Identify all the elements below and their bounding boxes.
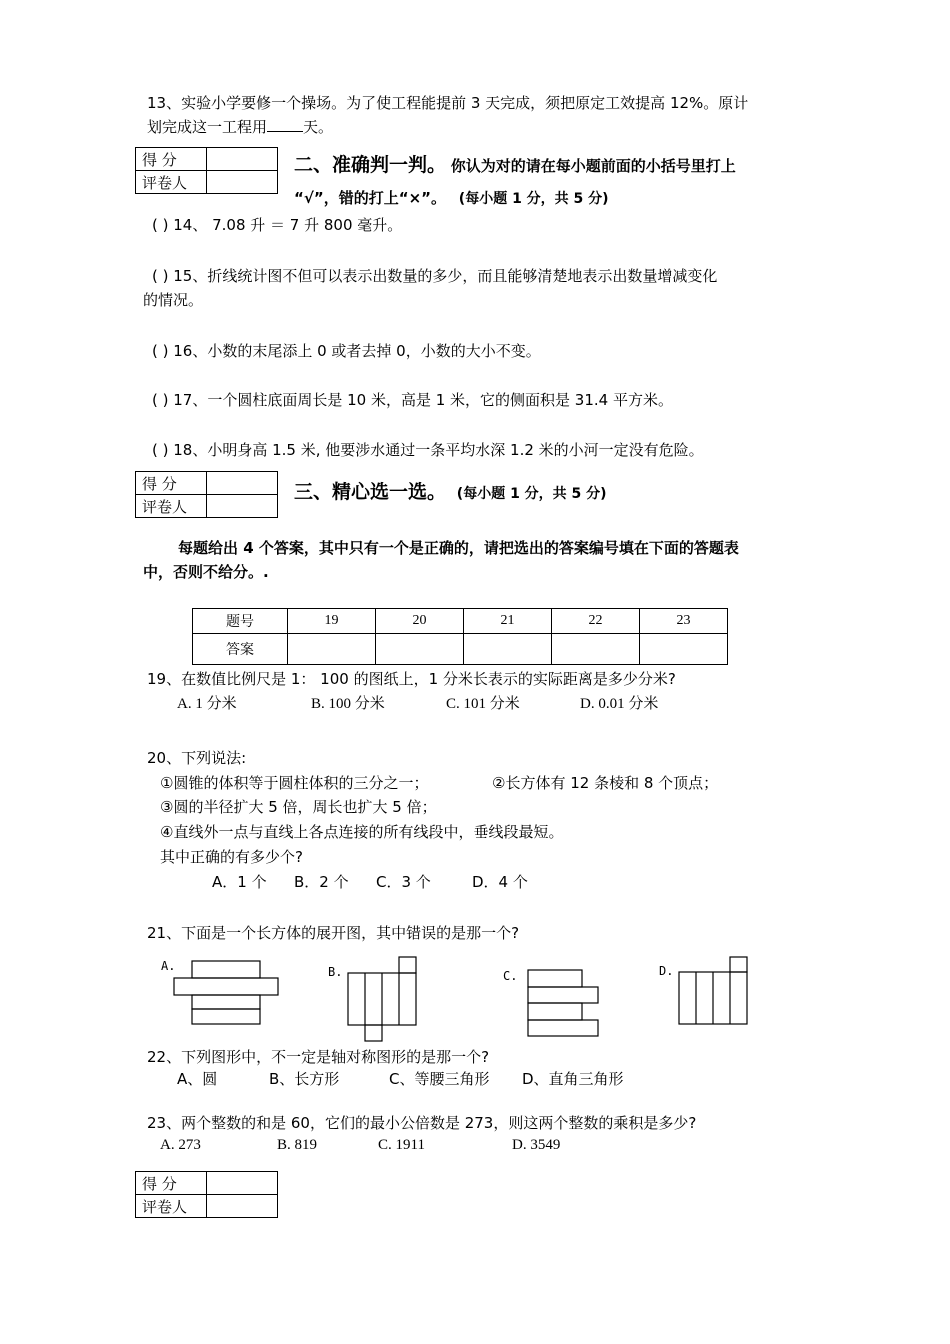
answer-table-number: 20 — [376, 609, 464, 634]
grader-label: 评卷人 — [136, 495, 207, 518]
q22-option-b: B、长方形 — [269, 1070, 340, 1088]
q20-option-b: B．2 个 — [294, 873, 349, 891]
q20-question: 其中正确的有多少个? — [160, 848, 303, 866]
grader-box[interactable] — [207, 1195, 278, 1218]
q20-option-a: A．1 个 — [212, 873, 267, 891]
net-face — [528, 970, 582, 987]
q19-option-b: B. 100 分米 — [311, 696, 385, 712]
section3-instruction2: 中，否则不给分。. — [143, 563, 269, 581]
q23-option-c: C. 1911 — [378, 1137, 425, 1153]
score-label: 得 分 — [136, 148, 207, 171]
judge-15: ( ) 15、折线统计图不但可以表示出数量的多少，而且能够清楚地表示出数量增减变化 — [152, 267, 718, 285]
section3-points: (每小题 1 分，共 5 分) — [456, 486, 607, 502]
net-d-label: D. — [659, 964, 674, 978]
net-face — [192, 961, 260, 978]
net-c — [503, 969, 598, 1036]
section2-instruction2: “√”，错的打上“×”。 — [294, 189, 447, 207]
answer-table-number: 21 — [464, 609, 552, 634]
score-table-3 — [135, 1171, 278, 1218]
judge-18: ( ) 18、小明身高 1.5 米, 他要涉水通过一条平均水深 1.2 米的小河一定没有危险。 — [152, 441, 704, 459]
net-face — [730, 957, 747, 972]
net-b-label: B. — [328, 965, 343, 979]
net-d — [659, 957, 747, 1024]
q19-option-c: C. 101 分米 — [446, 696, 520, 712]
answer-table-number: 19 — [288, 609, 376, 634]
answer-table-number: 23 — [640, 609, 728, 634]
grader-label: 评卷人 — [136, 1195, 207, 1218]
net-face — [365, 1025, 382, 1041]
section3-title: 三、精心选一选。 — [294, 481, 447, 503]
q20-option-d: D．4 个 — [472, 873, 528, 891]
q23-option-d: D. 3549 — [512, 1137, 561, 1153]
q20-statement-1: ①圆锥的体积等于圆柱体积的三分之一； — [160, 774, 429, 792]
answer-table-number-label: 题号 — [193, 609, 288, 634]
answer-table-answer-label: 答案 — [193, 634, 288, 665]
q22-stem: 22、下列图形中，不一定是轴对称图形的是那一个? — [147, 1048, 490, 1066]
net-b — [328, 957, 416, 1041]
judge-17: ( ) 17、一个圆柱底面周长是 10 米，高是 1 米，它的侧面积是 31.4 平方米。 — [152, 391, 673, 409]
q23-stem: 23、两个整数的和是 60，它们的最小公倍数是 273，则这两个整数的乘积是多少? — [147, 1114, 697, 1132]
net-face — [528, 987, 598, 1003]
judge-14: ( ) 14、 7.08 升 ＝ 7 升 800 毫升。 — [152, 216, 403, 234]
grader-label: 评卷人 — [136, 171, 207, 194]
q22-option-c: C、等腰三角形 — [389, 1070, 490, 1088]
q13-line2-text: 划完成这一工程用 — [147, 118, 268, 136]
net-face — [174, 978, 278, 995]
net-c-label: C. — [503, 969, 518, 983]
q23-option-b: B. 819 — [277, 1137, 318, 1153]
q19-option-d: D. 0.01 分米 — [580, 696, 659, 712]
q20-statement-4: ④直线外一点与直线上各点连接的所有线段中，垂线段最短。 — [160, 823, 564, 841]
score-label: 得 分 — [136, 472, 207, 495]
judge-16: ( ) 16、小数的末尾添上 0 或者去掉 0，小数的大小不变。 — [152, 342, 541, 360]
net-face — [528, 1003, 582, 1020]
q23-option-a: A. 273 — [160, 1137, 201, 1153]
q19-stem: 19、在数值比例尺是 1： 100 的图纸上，1 分米长表示的实际距离是多少分米? — [147, 670, 676, 688]
net-face — [399, 957, 416, 973]
section2-title: 二、准确判一判。 — [294, 154, 447, 176]
q19-option-a: A. 1 分米 — [177, 696, 237, 712]
answer-table-number: 22 — [552, 609, 640, 634]
q13-line2-end: 天。 — [303, 118, 334, 136]
q22-option-d: D、直角三角形 — [522, 1070, 624, 1088]
net-a-label: A. — [161, 959, 176, 973]
section3-instruction1: 每题给出 4 个答案，其中只有一个是正确的，请把选出的答案编号填在下面的答题表 — [178, 539, 739, 557]
q20-statement-2: ②长方体有 12 条棱和 8 个顶点； — [492, 774, 719, 792]
score-box[interactable] — [207, 1172, 278, 1195]
q20-option-c: C．3 个 — [376, 873, 431, 891]
q21-stem: 21、下面是一个长方体的展开图，其中错误的是那一个? — [147, 924, 520, 942]
section2-points: (每小题 1 分，共 5 分) — [458, 191, 609, 207]
judge-15-cont: 的情况。 — [143, 291, 204, 309]
section2-instruction1: 你认为对的请在每小题前面的小括号里打上 — [450, 157, 736, 175]
net-face — [528, 1020, 598, 1036]
q20-stem: 20、下列说法: — [147, 749, 247, 767]
net-face — [192, 995, 260, 1009]
net-face — [192, 1009, 260, 1024]
q20-statement-3: ③圆的半径扩大 5 倍，周长也扩大 5 倍； — [160, 798, 437, 816]
q22-option-a: A、圆 — [177, 1070, 218, 1088]
score-label: 得 分 — [136, 1172, 207, 1195]
q13-line1: 13、实验小学要修一个操场。为了使工程能提前 3 天完成，须把原定工效提高 12%。原计 — [147, 94, 749, 112]
net-a — [161, 959, 278, 1024]
